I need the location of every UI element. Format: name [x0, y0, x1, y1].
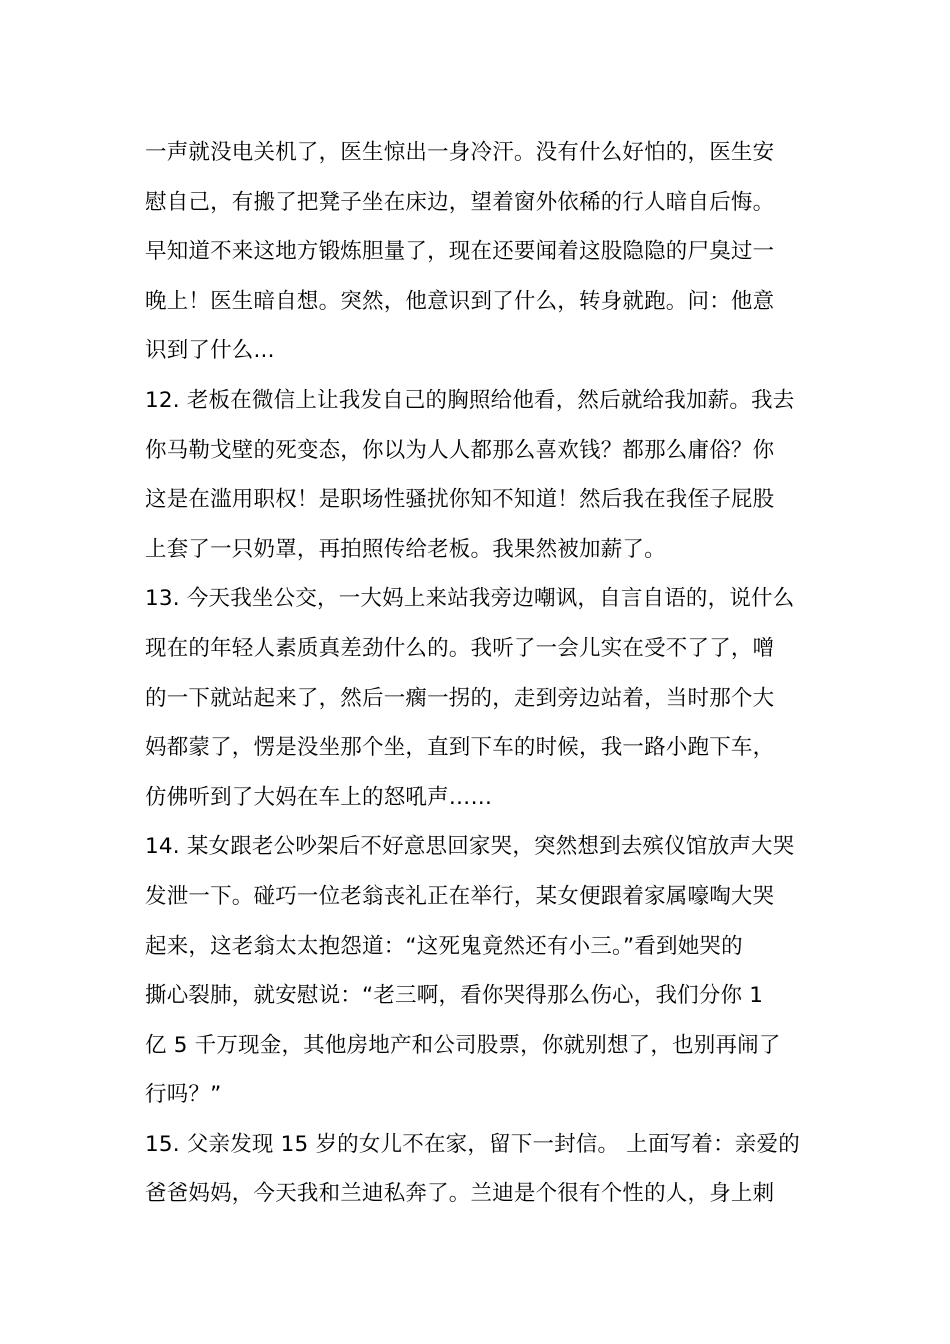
text-line: 晚上！医生暗自想。突然，他意识到了什么，转身就跑。问：他意 — [145, 288, 775, 314]
text-line: 识到了什么... — [145, 338, 275, 364]
text-line: 上套了一只奶罩，再拍照传给老板。我果然被加薪了。 — [145, 536, 666, 562]
body-text — [145, 128, 815, 1219]
text-line: 这是在滥用职权！是职场性骚扰你知不知道！然后我在我侄子屁股 — [145, 487, 775, 513]
text-line: 早知道不来这地方锻炼胆量了，现在还要闻着这股隐隐的尸臭过一 — [145, 239, 775, 265]
text-line: 仿佛听到了大妈在车上的怒吼声…… — [145, 784, 493, 810]
text-line: 撕心裂肺，就安慰说：“老三啊，看你哭得那么伤心，我们分你 1 — [145, 983, 764, 1009]
text-line: 14. 某女跟老公吵架后不好意思回家哭，突然想到去殡仪馆放声大哭 — [145, 834, 795, 860]
text-line: 的一下就站起来了，然后一瘸一拐的，走到旁边站着，当时那个大 — [145, 685, 775, 711]
text-line: 一声就没电关机了，医生惊出一身冷汗。没有什么好怕的，医生安 — [145, 140, 775, 165]
text-line: 亿 5 千万现金，其他房地产和公司股票，你就别想了，也别再闹了 — [145, 1032, 781, 1058]
text-line: 发泄一下。碰巧一位老翁丧礼正在举行，某女便跟着家属嚎啕大哭 — [145, 883, 775, 909]
text-line: 15. 父亲发现 15 岁的女儿不在家，留下一封信。 上面写着：亲爱的 — [145, 1131, 800, 1157]
text-line: 慰自己，有搬了把凳子坐在床边，望着窗外依稀的行人暗自后悔。 — [145, 189, 775, 215]
text-line: 行吗？” — [145, 1082, 222, 1108]
text-line: 妈都蒙了，愣是没坐那个坐，直到下车的时候，我一路小跑下车， — [145, 735, 775, 761]
text-line: 13. 今天我坐公交，一大妈上来站我旁边嘲讽，自言自语的，说什么 — [145, 586, 795, 612]
text-line: 你马勒戈壁的死变态，你以为人人都那么喜欢钱？都那么庸俗？你 — [145, 437, 775, 463]
text-line: 12. 老板在微信上让我发自己的胸照给他看，然后就给我加薪。我去 — [145, 387, 795, 413]
text-line: 现在的年轻人素质真差劲什么的。我听了一会儿实在受不了了，噌 — [145, 635, 775, 661]
text-line: 起来，这老翁太太抱怨道：“这死鬼竟然还有小三。”看到她哭的 — [145, 933, 743, 959]
text-line: 爸爸妈妈，今天我和兰迪私奔了。兰迪是个很有个性的人，身上刺 — [145, 1181, 775, 1207]
